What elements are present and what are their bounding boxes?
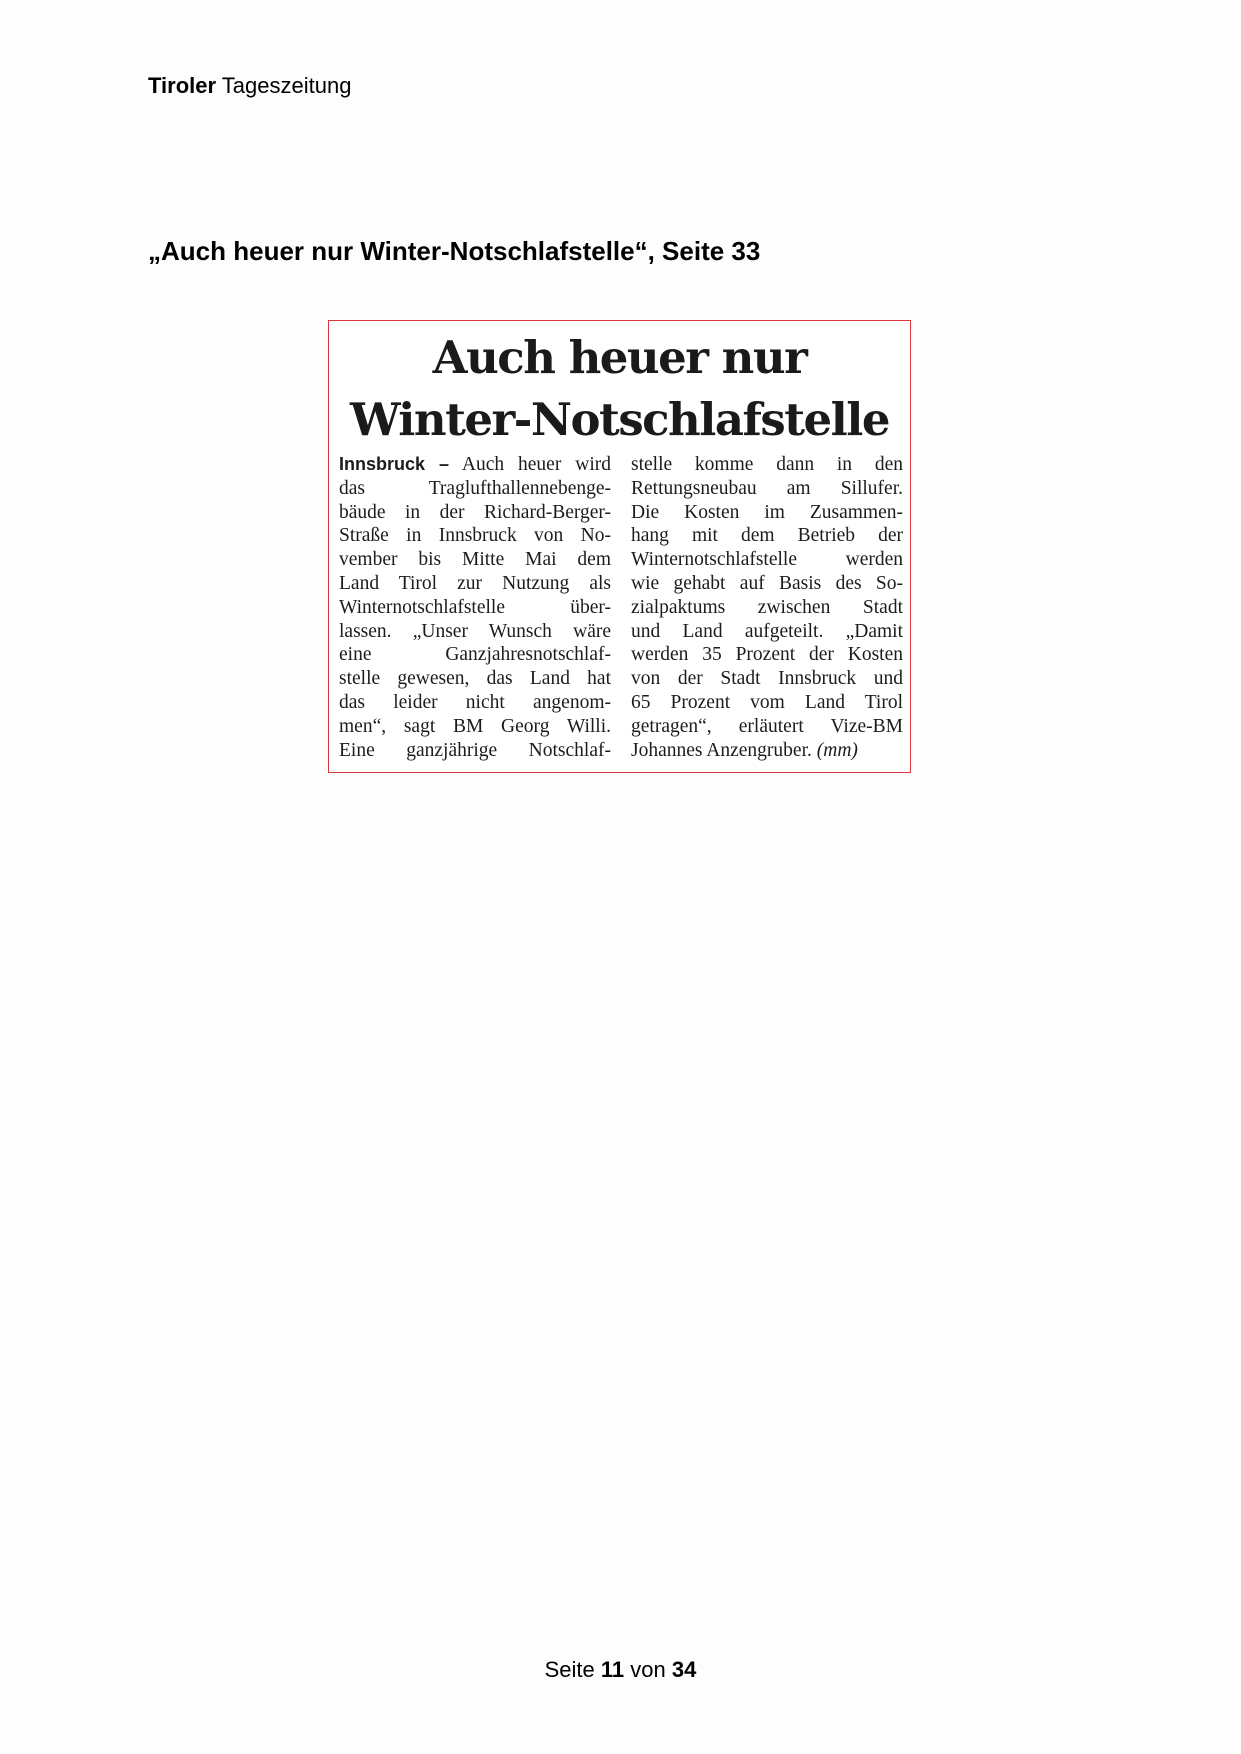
clipping-left-column — [339, 453, 611, 762]
clipping-line: Winternotschlafstelle über- — [339, 596, 611, 618]
of-label: von — [630, 1657, 666, 1682]
clipping-line: stelle gewesen, das Land hat — [339, 668, 611, 690]
clipping-line: werden 35 Prozent der Kosten — [631, 644, 903, 666]
publication-name-rest: Tageszeitung — [221, 73, 352, 98]
clipping-line: Rettungsneubau am Sillufer. — [631, 477, 903, 499]
clipping-headline-line-1: Auch heuer nur — [432, 331, 807, 384]
page-number — [0, 1656, 1241, 1684]
author-initials: (mm) — [816, 739, 858, 761]
current-page: 11 — [600, 1657, 625, 1682]
total-pages: 34 — [671, 1657, 697, 1682]
publication-name — [148, 72, 351, 100]
clipping-line: men“, sagt BM Georg Willi. — [339, 715, 611, 737]
clipping-headline-line-2: Winter-Notschlafstelle — [350, 393, 889, 446]
publication-name-bold: Tiroler — [148, 73, 217, 98]
clipping-headline — [329, 327, 910, 451]
clipping-line: Winternotschlafstelle werden — [631, 549, 903, 571]
clipping-right-column — [631, 453, 903, 762]
article-heading: „Auch heuer nur Winter-Notschlafstelle“, Seite 33 — [148, 236, 761, 266]
clipping-line: eine Ganzjahresnotschlaf- — [339, 644, 611, 666]
dateline: Innsbruck – — [339, 454, 450, 474]
clipping-line: das Traglufthallennebenge- — [339, 477, 611, 499]
clipping-line: Die Kosten im Zusammen- — [631, 501, 903, 523]
clipping-line — [339, 453, 611, 477]
clipping-line: vember bis Mitte Mai dem — [339, 549, 611, 571]
clipping-line — [631, 739, 903, 763]
clipping-line: von der Stadt Innsbruck und — [631, 668, 903, 690]
clipping-line: Eine ganzjährige Notschlaf- — [339, 739, 611, 761]
clipping-line: lassen. „Unser Wunsch wäre — [339, 620, 611, 642]
clipping-line: getragen“, erläutert Vize-BM — [631, 715, 903, 737]
clipping-line: wie gehabt auf Basis des So- — [631, 572, 903, 594]
clipping-line-text: Auch heuer wird — [461, 454, 611, 475]
clipping-line-text: Johannes Anzengruber. — [631, 739, 812, 761]
clipping-line: Land Tirol zur Nutzung als — [339, 572, 611, 594]
clipping-line: und Land aufgeteilt. „Damit — [631, 620, 903, 642]
clipping-line: das leider nicht angenom- — [339, 691, 611, 713]
clipping-line: Straße in Innsbruck von No- — [339, 525, 611, 547]
clipping-line: 65 Prozent vom Land Tirol — [631, 691, 903, 713]
page-label: Seite — [544, 1657, 595, 1682]
clipping-line: stelle komme dann in den — [631, 454, 903, 475]
clipping-line: zialpaktums zwischen Stadt — [631, 596, 903, 618]
clipping-line: hang mit dem Betrieb der — [631, 525, 903, 547]
newspaper-clipping — [328, 320, 911, 773]
clipping-line: bäude in der Richard-Berger- — [339, 501, 611, 523]
